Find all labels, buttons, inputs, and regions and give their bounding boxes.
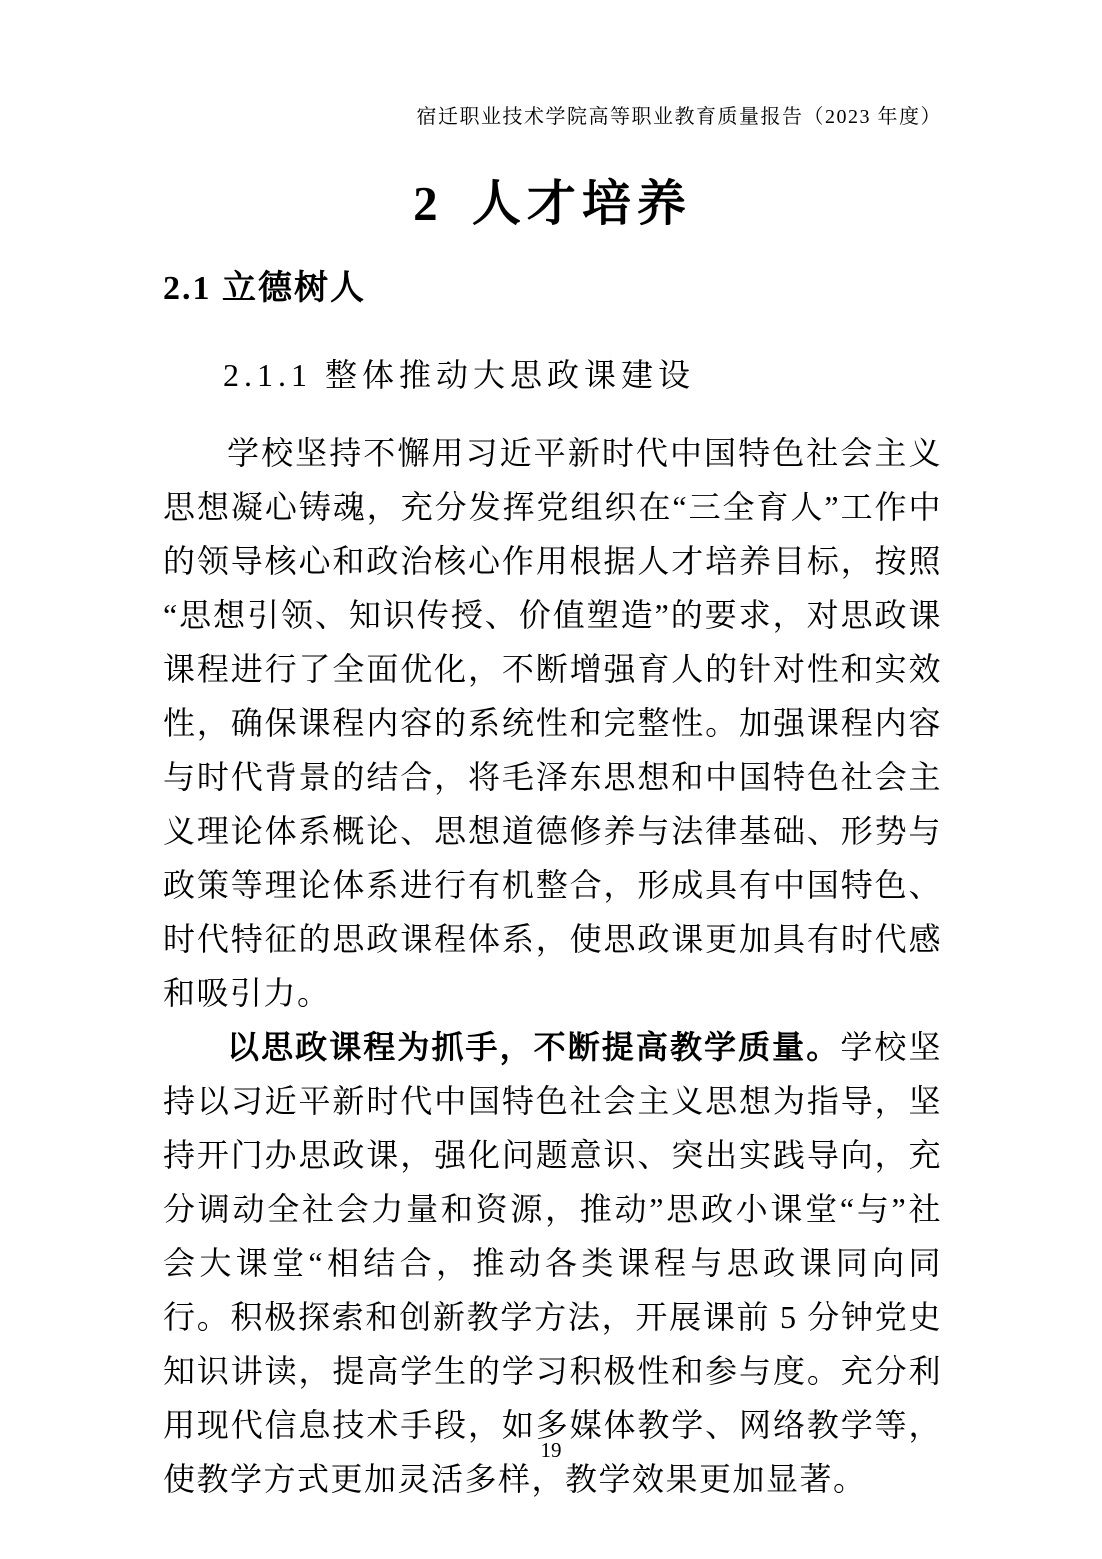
chapter-title: 2 人才培养 — [413, 176, 692, 231]
paragraph-1: 学校坚持不懈用习近平新时代中国特色社会主义思想凝心铸魂，充分发挥党组织在“三全育人”工作中的领导核心和政治核心作用根据人才培养目标，按照“思想引领、知识传授、价值塑造”的要求，对思政课课程进行了全面优化，不断增强育人的针对性和实效性，确保课程内容的系统性和完整性。加强课程内容与时代背景的结合，将毛泽东思想和中国特色社会主义理论体系概论、思想道德修养与法律基础、形势与政策等理论体系进行有机整合，形成具有中国特色、时代特征的思政课程体系，使思政课更加具有时代感和吸引力。 — [163, 434, 942, 1011]
section-heading: 2.1 立德树人 — [163, 270, 366, 308]
paragraph-2-text: 学校坚持以习近平新时代中国特色社会主义思想为指导，坚持开门办思政课，强化问题意识、突出实践导向，充分调动全社会力量和资源，推动”思政小课堂“与”社会大课堂“相结合，推动各类课程与思政课同向同行。积极探索和创新教学方法，开展课前 5 分钟党史知识讲读，提高学生的学习积极性和参与度。充分利用现代信息技术手段，如多媒体教学、网络教学等，使教学方式更加灵活多样，教学效果更加显著。 — [163, 1028, 942, 1497]
paragraph-2 — [163, 1020, 942, 1506]
subsection-heading: 2.1.1 整体推动大思政课建设 — [223, 356, 696, 393]
page-number: 19 — [540, 1438, 562, 1462]
running-header: 宿迁职业技术学院高等职业教育质量报告（2023 年度） — [416, 106, 942, 128]
paragraph-2-bold-lead: 以思政课程为抓手，不断提高教学质量。 — [227, 1028, 841, 1065]
